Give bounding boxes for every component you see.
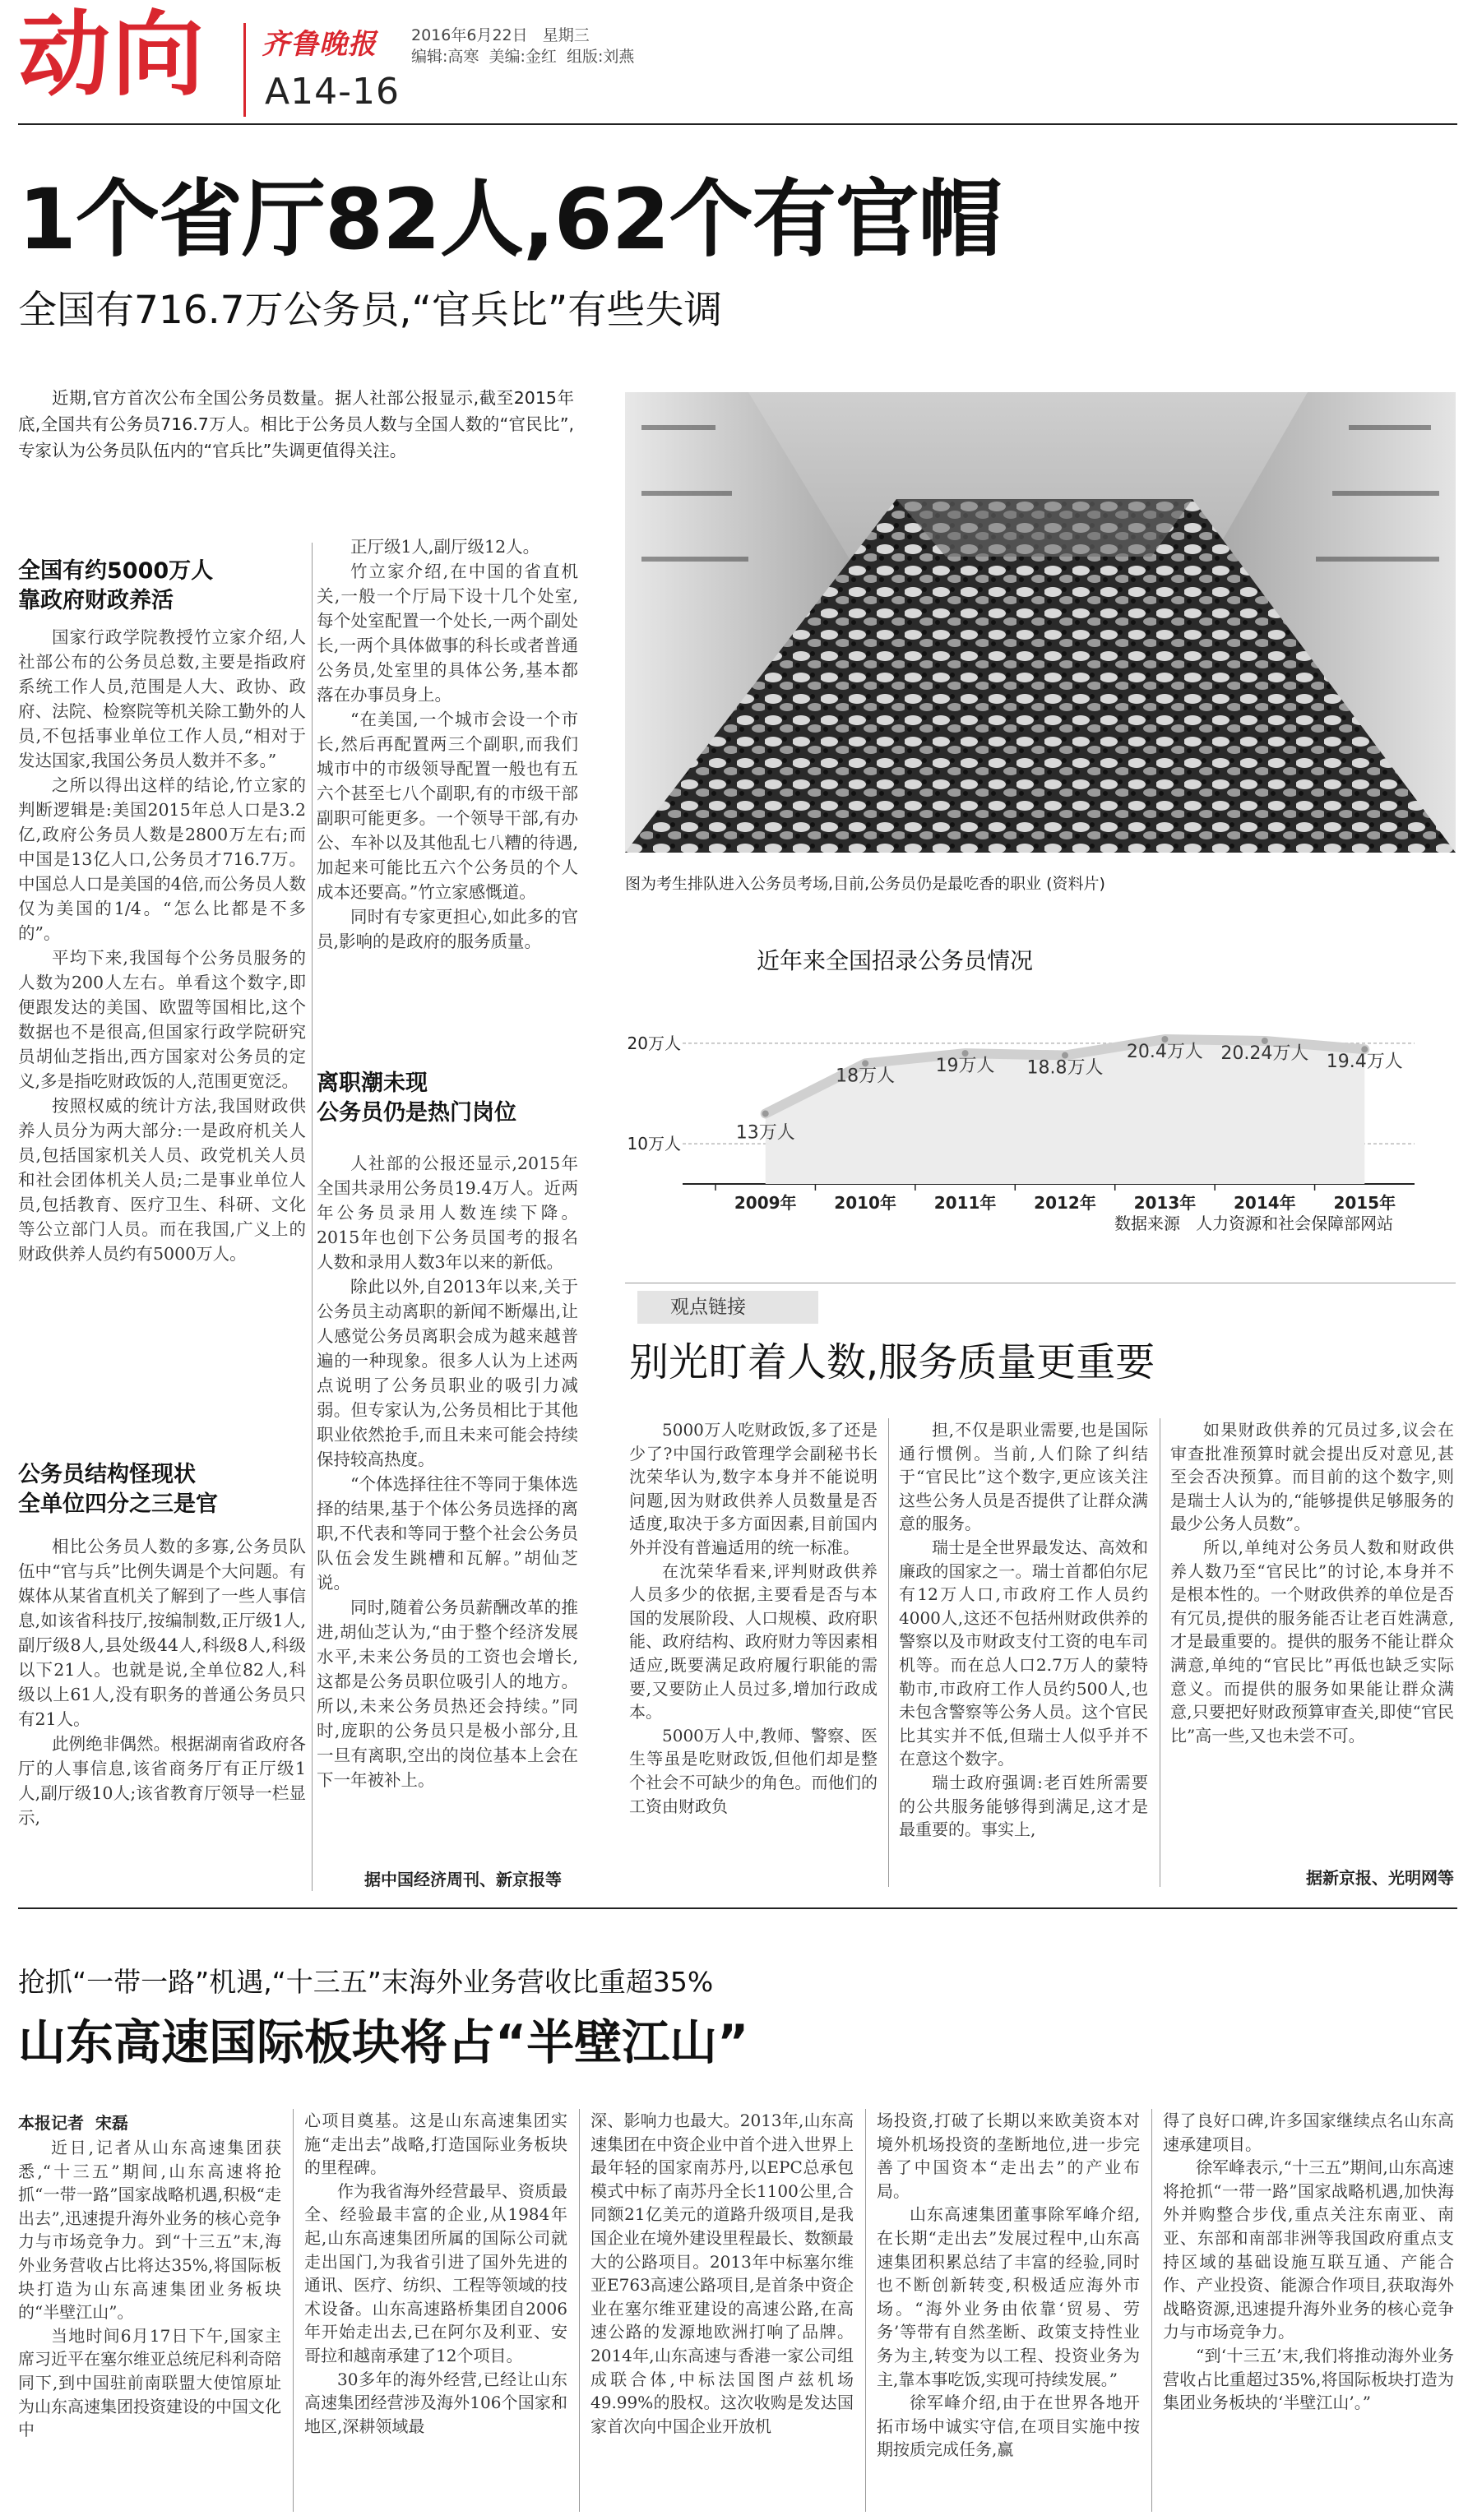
article1-col1b bbox=[18, 1534, 306, 1830]
masthead-credits: 编辑:高寒 美编:金红 组版:刘燕 bbox=[411, 48, 635, 66]
paragraph: 近日,记者从山东高速集团获悉,“十三五”期间,山东高速将抢抓“一带一路”国家战略机遇,积极“走出去”,迅速提升海外业务的核心竞争力与市场竞争力。到“十三五”末,海外业务营收占比将达35%,将国际板块打造为山东高速集团业务板块的“半壁江山”。 bbox=[18, 2138, 281, 2323]
article2-headline: 别光盯着人数,服务质量更重要 bbox=[629, 1339, 1155, 1385]
paragraph: 作为我省海外经营最早、资质最全、经验最丰富的企业,从1984年起,山东高速集团所属的国际公司就走出国门,为我省引进了国外先进的通讯、医疗、纺织、工程等领域的技术设备。山东高速路桥集团自2006年开始走出去,已在阿尔及利亚、安哥拉和越南承建了12个项目。 bbox=[304, 2180, 567, 2365]
paragraph: 徐军峰介绍,由于在世界各地开拓市场中诚实守信,在项目实施中按期按质完成任务,赢 bbox=[877, 2393, 1140, 2460]
data-label: 19.4万人 bbox=[1326, 1052, 1403, 1073]
x-tick-label: 2015年 bbox=[1333, 1193, 1396, 1213]
article1-section3-title: 离职潮未现 公务员仍是热门岗位 bbox=[317, 1070, 516, 1126]
article1-col1 bbox=[18, 625, 306, 1266]
paragraph: 30多年的海外经营,已经让山东高速集团经营涉及海外106个国家和地区,深耕领域最 bbox=[304, 2369, 567, 2436]
paragraph: 此例绝非偶然。根据湖南省政府各厅的人事信息,该省商务厅有正厅级1人,副厅级10人;该省教育厅领导一栏显示, bbox=[18, 1734, 306, 1828]
paragraph: 竹立家介绍,在中国的省直机关,一般一个厅局下设十几个处室,每个处室配置一个处长,一两个副处长,一两个具体做事的科长或者普通公务员,处室里的具体公务,基本都落在办事员身上。 bbox=[317, 562, 578, 705]
article3-kicker: 抢抓“一带一路”机遇,“十三五”末海外业务营收比重超35% bbox=[18, 1966, 714, 1998]
paragraph: 除此以外,自2013年以来,关于公务员主动离职的新闻不断爆出,让人感觉公务员离职会成为越来越普遍的一种现象。很多人认为上述两点说明了公务员职业的吸引力减弱。但专家认为,公务员相比于其他职业依然抢手,而且未来可能会持续保持较高热度。 bbox=[317, 1277, 578, 1469]
paper-name-logo: 齐鲁晚报 bbox=[262, 28, 377, 61]
weekday: 星期三 bbox=[542, 26, 590, 44]
y-tick-label: 20万人 bbox=[627, 1033, 681, 1053]
chart-title: 近年来全国招录公务员情况 bbox=[757, 947, 1034, 974]
article2-col2 bbox=[899, 1418, 1148, 1842]
data-label: 18.8万人 bbox=[1026, 1057, 1104, 1079]
article1-byline: 据中国经济周刊、新京报等 bbox=[364, 1870, 562, 1889]
section-rule bbox=[18, 1907, 1457, 1909]
paragraph: 同时,随着公务员薪酬改革的推进,胡仙芝认为,“由于整个经济发展水平,未来公务员的工资也会增长,这都是公务员职位吸引人的地方。所以,未来公务员热还会持续。”同时,庞职的公务员只是极小部分,且一旦有离职,空出的岗位基本上会在下一年被补上。 bbox=[317, 1598, 578, 1790]
x-tick-label: 2010年 bbox=[834, 1193, 896, 1213]
article2-col3 bbox=[1170, 1418, 1454, 1747]
column-divider bbox=[312, 543, 313, 1891]
x-tick-label: 2012年 bbox=[1034, 1193, 1096, 1213]
column-divider bbox=[1151, 2109, 1152, 2512]
article1-headline: 1个省厅82人,62个有官帽 bbox=[18, 171, 1002, 269]
paragraph: 瑞士是全世界最发达、高效和廉政的国家之一。瑞士首都伯尔尼有12万人口,市政府工作人员约4000人,这还不包括州财政供养的警察以及市财政支付工资的电车司机等。而在总人口2.7万人的蒙特勒市,市政府工作人员约500人,也未包含警察等公务人员。这个官民比其实并不低,但瑞士人似乎并不在意这个数字。 bbox=[899, 1537, 1148, 1769]
paragraph: 山东高速集团董事除军峰介绍,在长期“走出去”发展过程中,山东高速集团积累总结了丰富的经验,同时也不断创新转变,积极适应海外市场。“海外业务由依靠‘贸易、劳务’等带有自然垄断、政策支持性业务为主,转变为以工程、投资业务为主,靠本事吃饭,实现可持续发展。” bbox=[877, 2204, 1140, 2389]
x-tick-label: 2011年 bbox=[933, 1193, 997, 1213]
x-tick-label: 2013年 bbox=[1133, 1193, 1197, 1213]
date: 2016年6月22日 bbox=[411, 26, 528, 44]
paragraph: 5000万人吃财政饭,多了还是少了?中国行政管理学会副秘书长沈荣华认为,数字本身并不能说明问题,因为财政供养人员数量是否适度,取决于多方面因素,目前国内外并没有普遍适用的统一标准。 bbox=[629, 1420, 878, 1557]
article1-section2-title: 公务员结构怪现状 全单位四分之三是官 bbox=[18, 1462, 218, 1517]
article1-subheadline: 全国有716.7万公务员,“官兵比”有些失调 bbox=[18, 288, 723, 333]
paragraph: “个体选择往往不等同于集体选择的结果,基于个体公务员选择的离职,不代表和等同于整个社会公务员队伍会发生跳槽和瓦解。”胡仙芝说。 bbox=[317, 1474, 578, 1593]
x-tick-label: 2009年 bbox=[734, 1193, 797, 1213]
masthead-rule bbox=[18, 123, 1457, 125]
article3-col2 bbox=[304, 2109, 567, 2438]
paragraph: 当地时间6月17日下午,国家主席习近平在塞尔维亚总统尼科利奇陪同下,到中国驻前南联盟大使馆原址为山东高速集团投资建设的中国文化中 bbox=[18, 2325, 281, 2440]
data-label: 19万人 bbox=[935, 1056, 995, 1077]
data-label: 13万人 bbox=[735, 1122, 795, 1144]
paragraph: 人社部的公报还显示,2015年全国共录用公务员19.4万人。近两年公务员录用人数连续下降。2015年也创下公务员国考的报名人数和录用人数3年以来的新低。 bbox=[317, 1154, 578, 1272]
recruitment-chart bbox=[625, 937, 1456, 1250]
paragraph: “到‘十三五’末,我们将推动海外业务营收占比重超过35%,将国际板块打造为集团业务板块的‘半壁江山’。” bbox=[1163, 2345, 1454, 2413]
masthead-divider bbox=[243, 23, 246, 117]
article1-lead: 近期,官方首次公布全国公务员数量。据人社部公报显示,截至2015年底,全国共有公务员716.7万人。相比于公务员人数与全国人数的“官民比”,专家认为公务员队伍内的“官兵比”失调更值得关注。 bbox=[18, 388, 574, 460]
paragraph: 深、影响力也最大。2013年,山东高速集团在中资企业中首个进入世界上最年轻的国家南苏丹,以EPC总承包模式中标了南苏丹全长1100公里,合同额21亿美元的道路升级项目,是我国企业在境外建设里程最长、数额最大的公路项目。2013年中标塞尔维亚E763高速公路项目,是首条中资企业在塞尔维亚建设的高速公路,在高速公路的发源地欧洲打响了品牌。2014年,山东高速与香港一家公司组成联合体,中标法国图卢兹机场49.99%的股权。这次收购是发达国家首次向中国企业开放机 bbox=[590, 2111, 854, 2436]
paragraph: “在美国,一个城市会设一个市长,然后再配置两三个副职,而我们城市中的市级领导配置一般也有五六个甚至七八个副职,有的市级干部副职可能更多。一个领导干部,有办公、车补以及其他乱七八糟的待遇,加起来可能比五六个公务员的个人成本还要高。”竹立家感慨道。 bbox=[317, 710, 578, 902]
paragraph: 场投资,打破了长期以来欧美资本对境外机场投资的垄断地位,进一步完善了中国资本“走出去”的产业布局。 bbox=[877, 2111, 1140, 2201]
section-title: 动向 bbox=[18, 2, 206, 109]
article3-reporter: 本报记者 宋磊 bbox=[18, 2113, 128, 2133]
data-label: 20.4万人 bbox=[1126, 1042, 1203, 1062]
article1-col2b bbox=[317, 1151, 578, 1792]
chart-source: 数据来源 人力资源和社会保障部网站 bbox=[1114, 1214, 1394, 1233]
paragraph: 得了良好口碑,许多国家继续点名山东高速承建项目。 bbox=[1163, 2111, 1454, 2154]
paragraph: 徐军峰表示,“十三五”期间,山东高速将抢抓“一带一路”国家战略机遇,加快海外并购整合步伐,重点关注东南亚、南亚、东部和南部非洲等我国政府重点支持区域的基础设施互联互通、产能合作、产业投资、能源合作项目,获取海外战略资源,迅速提升海外业务的核心竞争力与市场竞争力。 bbox=[1163, 2157, 1454, 2342]
article2-col1 bbox=[629, 1418, 878, 1818]
paragraph: 国家行政学院教授竹立家介绍,人社部公布的公务员总数,主要是指政府系统工作人员,范围是人大、政协、政府、法院、检察院等机关除工勤外的人员,不包括事业单位工作人员,“相对于发达国家,我国公务员人数并不多。” bbox=[18, 627, 306, 770]
column-divider bbox=[579, 2109, 580, 2512]
paragraph: 如果财政供养的冗员过多,议会在审查批准预算时就会提出反对意见,甚至会否决预算。而目前的这个数字,则是瑞士人认为的,“能够提供足够服务的最少公务人员数”。 bbox=[1170, 1420, 1454, 1534]
data-label: 20.24万人 bbox=[1220, 1043, 1309, 1064]
photo-illustration bbox=[625, 392, 1456, 853]
column-divider bbox=[293, 2109, 294, 2512]
opinion-tag: 观点链接 bbox=[637, 1291, 818, 1324]
data-label: 18万人 bbox=[836, 1066, 896, 1087]
photo-caption: 图为考生排队进入公务员考场,目前,公务员仍是最吃香的职业 (资料片) bbox=[625, 875, 1105, 893]
y-tick-label: 10万人 bbox=[627, 1134, 681, 1154]
paragraph: 在沈荣华看来,评判财政供养人员多少的依据,主要看是否与本国的发展阶段、人口规模、政府职能、政府结构、政府财力等因素相适应,既要满足政府履行职能的需要,又要防止人员过多,增加行政成本。 bbox=[629, 1561, 878, 1722]
x-tick-label: 2014年 bbox=[1234, 1193, 1296, 1213]
paragraph: 相比公务员人数的多寡,公务员队伍中“官与兵”比例失调是个大问题。有媒体从某省直机关了解到了一些人事信息,如该省科技厅,按编制数,正厅级1人,副厅级8人,县处级44人,科级8人,科级以下21人。也就是说,全单位82人,科级以上61人,没有职务的普通公务员只有21人。 bbox=[18, 1537, 306, 1729]
paragraph: 心项目奠基。这是山东高速集团实施“走出去”战略,打造国际业务板块的里程碑。 bbox=[304, 2111, 567, 2178]
paragraph: 瑞士政府强调:老百姓所需要的公共服务能够得到满足,这才是最重要的。事实上, bbox=[899, 1772, 1148, 1840]
paragraph: 按照权威的统计方法,我国财政供养人员分为两大部分:一是政府机关人员,包括国家机关人员、政党机关人员和社会团体机关人员;二是事业单位人员,包括教育、医疗卫生、科研、文化等公立部门人员。而在我国,广义上的财政供养人员约有5000万人。 bbox=[18, 1096, 306, 1264]
data-point bbox=[762, 1110, 769, 1117]
article3-col1 bbox=[18, 2136, 281, 2442]
page-range: A14-16 bbox=[265, 71, 400, 113]
article2-byline: 据新京报、光明网等 bbox=[1306, 1868, 1454, 1888]
paragraph: 正厅级1人,副厅级12人。 bbox=[350, 537, 540, 557]
paragraph: 担,不仅是职业需要,也是国际通行惯例。当前,人们除了纠结于“官民比”这个数字,更应该关注这些公务人员是否提供了让群众满意的服务。 bbox=[899, 1420, 1148, 1534]
paragraph: 平均下来,我国每个公务员服务的人数为200人左右。单看这个数字,即便跟发达的美国、欧盟等国相比,这个数据也不是很高,但国家行政学院研究员胡仙芝指出,西方国家对公务员的定义,多是指吃财政饭的人,范围更宽泛。 bbox=[18, 948, 306, 1091]
chart-svg bbox=[625, 937, 1456, 1250]
article3-col4 bbox=[877, 2109, 1140, 2462]
paragraph: 之所以得出这样的结论,竹立家的判断逻辑是:美国2015年总人口是3.2亿,政府公务员人数是2800万左右;而中国是13亿人口,公务员才716.7万。中国总人口是美国的4倍,而公务员人数仅为美国的1/4。“怎么比都是不多的”。 bbox=[18, 775, 306, 943]
paragraph: 所以,单纯对公务员人数和财政供养人数乃至“官民比”的讨论,本身并不是根本性的。一个财政供养的单位是否有冗员,提供的服务能否让老百姓满意,才是最重要的。提供的服务不能让群众满意,单纯的“官民比”再低也缺乏实际意义。而提供的服务如果能让群众满意,只要把好财政预算审查关,即使“官民比”高一些,又也未尝不可。 bbox=[1170, 1537, 1454, 1746]
column-divider bbox=[888, 1418, 889, 1887]
paragraph: 5000万人中,教师、警察、医生等虽是吃财政饭,但他们却是整个社会不可缺少的角色。而他们的工资由财政负 bbox=[629, 1725, 878, 1816]
paragraph: 同时有专家更担心,如此多的官员,影响的是政府的服务质量。 bbox=[317, 907, 578, 951]
article1-section1-title: 全国有约5000万人 靠政府财政养活 bbox=[18, 558, 214, 613]
article3-headline: 山东高速国际板块将占“半壁江山” bbox=[18, 2014, 749, 2070]
article3-col5 bbox=[1163, 2109, 1454, 2415]
exam-crowd-photo bbox=[625, 392, 1456, 853]
article3-col3 bbox=[590, 2109, 854, 2438]
masthead-date bbox=[411, 23, 590, 45]
article1-col2a bbox=[317, 534, 578, 954]
column-divider bbox=[865, 2109, 866, 2512]
